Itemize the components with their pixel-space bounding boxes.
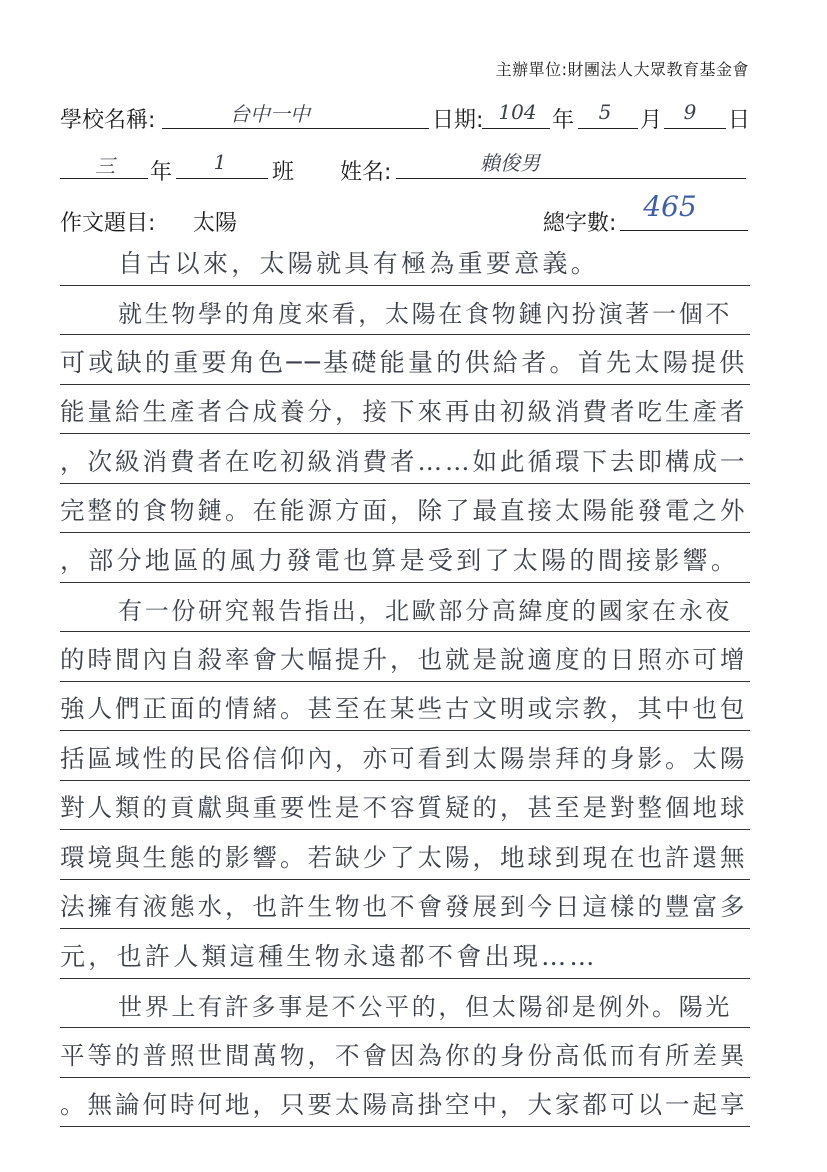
essay-line — [60, 880, 750, 930]
essay-line — [60, 583, 750, 633]
essay-line-text: 能量給生產者合成養分，接下來再由初級消費者吃生產者 — [60, 397, 748, 426]
essay-line — [60, 484, 750, 534]
essay-line — [60, 731, 750, 781]
day-label: 日 — [728, 108, 751, 133]
date-month-value: 5 — [598, 100, 612, 124]
essay-line-text: 完整的食物鏈。在能源方面，除了最直接太陽能發電之外 — [60, 496, 748, 525]
class-line — [176, 178, 268, 179]
school-name-value: 台中一中 — [230, 102, 310, 126]
date-label: 日期: — [432, 108, 484, 133]
word-count-value: 465 — [643, 190, 697, 223]
essay-line — [60, 236, 750, 286]
essay-line — [60, 533, 750, 583]
essay-line — [60, 286, 750, 336]
essay-line-text: 。無論何時何地，只要太陽高掛空中，大家都可以一起享 — [60, 1090, 748, 1119]
essay-line — [60, 632, 750, 682]
essay-line-text: ，部分地區的風力發電也算是受到了太陽的間接影響。 — [60, 545, 740, 575]
essay-line-text: 有一份研究報告指出，北歐部分高緯度的國家在永夜 — [118, 597, 733, 625]
essay-line-text: ，次級消費者在吃初級消費者……如此循環下去即構成一 — [60, 446, 748, 476]
class-value: 1 — [213, 150, 227, 174]
essay-line — [60, 1028, 750, 1078]
date-day-line — [664, 128, 726, 129]
essay-line-text: 的時間內自殺率會大幅提升，也就是說適度的日照亦可增 — [60, 644, 748, 674]
topic-value: 太陽 — [193, 211, 238, 236]
essay-line-text: 可或缺的重要角色──基礎能量的供給者。首先太陽提供 — [60, 347, 748, 377]
essay-line — [60, 434, 750, 484]
essay-line-text: 自古以來，太陽就具有極為重要意義。 — [118, 248, 600, 278]
essay-line-text: 強人們正面的情緒。甚至在某些古文明或宗教，其中也包 — [60, 694, 748, 723]
name-value: 賴俊男 — [480, 151, 540, 175]
date-day-value: 9 — [683, 100, 697, 124]
word-count-label: 總字數: — [543, 211, 617, 236]
essay-line — [60, 929, 750, 979]
essay-line-text: 就生物學的角度來看，太陽在食物鏈內扮演著一個不 — [118, 300, 733, 328]
grade-value: 三 — [95, 154, 115, 178]
essay-line-text: 世界上有許多事是不公平的，但太陽卻是例外。陽光 — [118, 993, 733, 1021]
essay-line-text: 元，也許人類這種生物永遠都不會出現…… — [60, 941, 598, 971]
topic-label: 作文題目: — [60, 211, 156, 236]
school-name-line — [162, 128, 429, 129]
essay-line-text: 環境與生態的影響。若缺少了太陽，地球到現在也許還無 — [60, 842, 748, 872]
class-label: 班 — [272, 160, 295, 185]
grade-label: 年 — [150, 160, 173, 185]
essay-line — [60, 335, 750, 385]
essay-line-text: 括區域性的民俗信仰內，亦可看到太陽崇拜的身影。太陽 — [60, 743, 748, 773]
date-year-line — [482, 128, 550, 129]
essay-line-text: 平等的普照世間萬物，不會因為你的身份高低而有所差異 — [60, 1040, 748, 1070]
essay-line-text: 法擁有液態水，也許生物也不會發展到今日這樣的豐富多 — [60, 892, 748, 921]
essay-line — [60, 830, 750, 880]
word-count-line — [620, 230, 748, 231]
name-label: 姓名: — [340, 160, 392, 185]
date-month-line — [578, 128, 638, 129]
essay-line — [60, 682, 750, 732]
name-line — [396, 178, 746, 179]
essay-line — [60, 781, 750, 831]
essay-line — [60, 1078, 750, 1128]
year-label: 年 — [552, 108, 575, 133]
essay-line — [60, 385, 750, 435]
organizer-label: 主辦單位:財團法人大眾教育基金會 — [495, 60, 749, 79]
essay-body — [60, 236, 750, 1127]
school-name-label: 學校名稱: — [60, 108, 156, 133]
month-label: 月 — [640, 108, 663, 133]
date-year-value: 104 — [498, 100, 537, 124]
essay-line — [60, 979, 750, 1029]
essay-line-text: 對人類的貢獻與重要性是不容質疑的，甚至是對整個地球 — [60, 793, 748, 822]
